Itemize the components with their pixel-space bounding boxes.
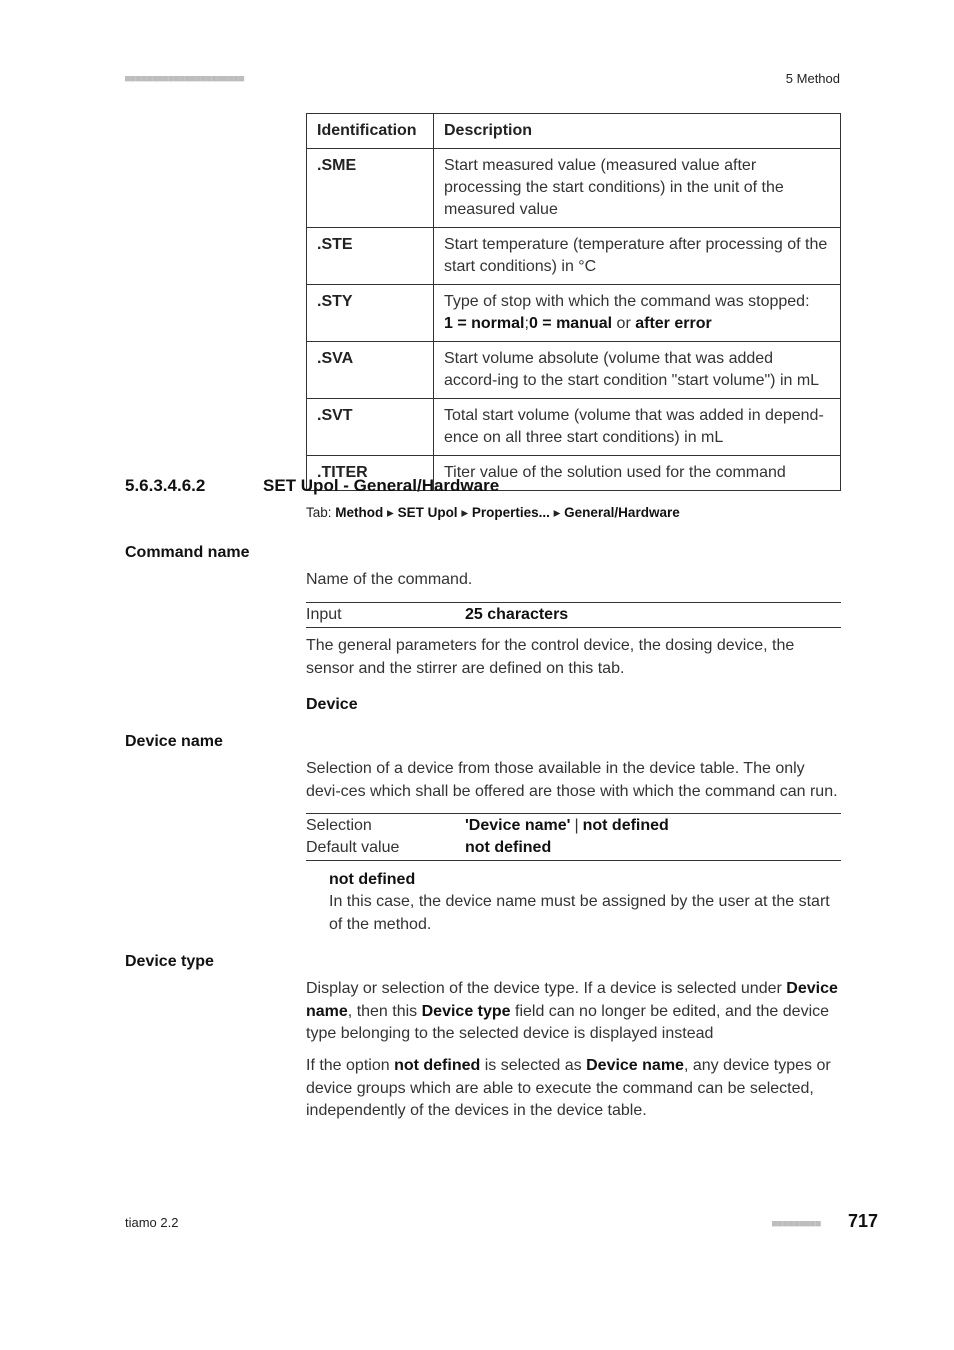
section-heading [125,476,499,496]
tab-prefix: Tab: [306,505,336,520]
row-description: Start measured value (measured value after processing the start conditions) in the unit of the measured value [434,149,841,228]
device-type-paragraph-2 [306,1055,841,1123]
option-name: not defined [329,871,416,888]
breadcrumb-general-hardware: General/Hardware [564,505,680,520]
term-device-name: Device name [306,980,838,1020]
breadcrumb-set-upol: SET Upol [397,505,458,520]
input-value: 25 characters [465,606,569,623]
selection-key: Selection [306,817,372,834]
term-not-defined: not defined [394,1057,481,1074]
text-run: , then this [347,1002,422,1020]
separator: ; [524,315,529,332]
column-header-identification: Identification [307,114,434,149]
row-id: .SME [307,149,434,228]
device-type-label: Device type [125,953,214,970]
row-id: .SVT [307,399,434,456]
section-number: 5.6.3.4.6.2 [125,476,206,495]
row-description: Titer value of the solution used for the command [434,456,841,491]
stop-type-normal: 1 = normal [444,315,525,332]
stop-type-manual: 0 = manual [528,315,613,332]
breadcrumb-separator: ▸ [457,505,472,520]
default-key: Default value [306,839,400,856]
row-description [434,285,841,342]
device-name-description: Selection of a device from those available in the device table. The only devi-ces which shall be offered are those with which the command can run. [306,760,838,800]
option-description: In this case, the device name must be assigned by the user at the start of the method. [329,893,830,933]
or-text: or [612,315,636,332]
default-value: not defined [465,839,552,856]
text-run: If the option [306,1057,395,1074]
column-header-description: Description [434,114,841,149]
selection-separator: | [574,817,579,834]
table-row [307,399,841,456]
term-device-name: Device name [586,1057,684,1074]
table-header-row [307,114,841,149]
row-id: .SVA [307,342,434,399]
section-title: SET Upol - General/Hardware [263,476,500,495]
chapter-title: 5 Method [785,71,840,86]
row-description: Start temperature (temperature after processing of the start conditions) in °C [434,228,841,285]
tab-breadcrumb [306,505,680,521]
breadcrumb-method: Method [335,505,384,520]
header-decoration: ■■■■■■■■■■■■■■■■■■■■■■ [125,74,245,84]
row-id: .STY [307,285,434,342]
row-id: .STE [307,228,434,285]
command-name-input-spec [306,602,841,628]
device-name-label: Device name [125,733,223,750]
table-row [307,228,841,285]
stop-type-error: after error [635,315,712,332]
device-subheading: Device [306,696,358,713]
device-name-spec [306,813,841,861]
footer-decoration: ■■■■■■■■■ [772,1219,821,1229]
footer-product: tiamo 2.2 [125,1215,179,1230]
term-device-type: Device type [421,1002,511,1020]
selection-value-not-defined: not defined [582,817,669,834]
breadcrumb-separator: ▸ [549,505,565,520]
text-run: is selected as [480,1057,587,1074]
text-run: , any device types or device groups which are able to execute the command can be selected, independently of the devices in the device table. [306,1057,831,1119]
row-id: .TITER [307,456,434,491]
table-row [307,342,841,399]
command-name-label: Command name [125,544,250,561]
identification-table [306,113,841,491]
page-number: 717 [847,1211,878,1231]
text-run: field can no longer be edited, and the device type belonging to the selected device is displayed instead [306,1002,830,1042]
table-row [307,285,841,342]
general-parameters-text: The general parameters for the control device, the dosing device, the sensor and the stirrer are defined on this tab. [306,637,795,677]
selection-value-device-name: 'Device name' [465,817,571,834]
command-name-description: Name of the command. [306,571,473,588]
breadcrumb-properties: Properties... [471,505,550,520]
breadcrumb-separator: ▸ [383,505,398,520]
device-type-paragraph-1 [306,978,841,1046]
row-description: Start volume absolute (volume that was added accord-ing to the start condition "start volume") in mL [434,342,841,399]
input-key: Input [306,606,342,623]
row-description-text: Type of stop with which the command was stopped: [444,293,810,310]
option-not-defined [329,869,841,936]
text-run: Display or selection of the device type. If a device is selected under [306,980,787,997]
row-description: Total start volume (volume that was added in depend-ence on all three start conditions) in mL [434,399,841,456]
table-row [307,149,841,228]
